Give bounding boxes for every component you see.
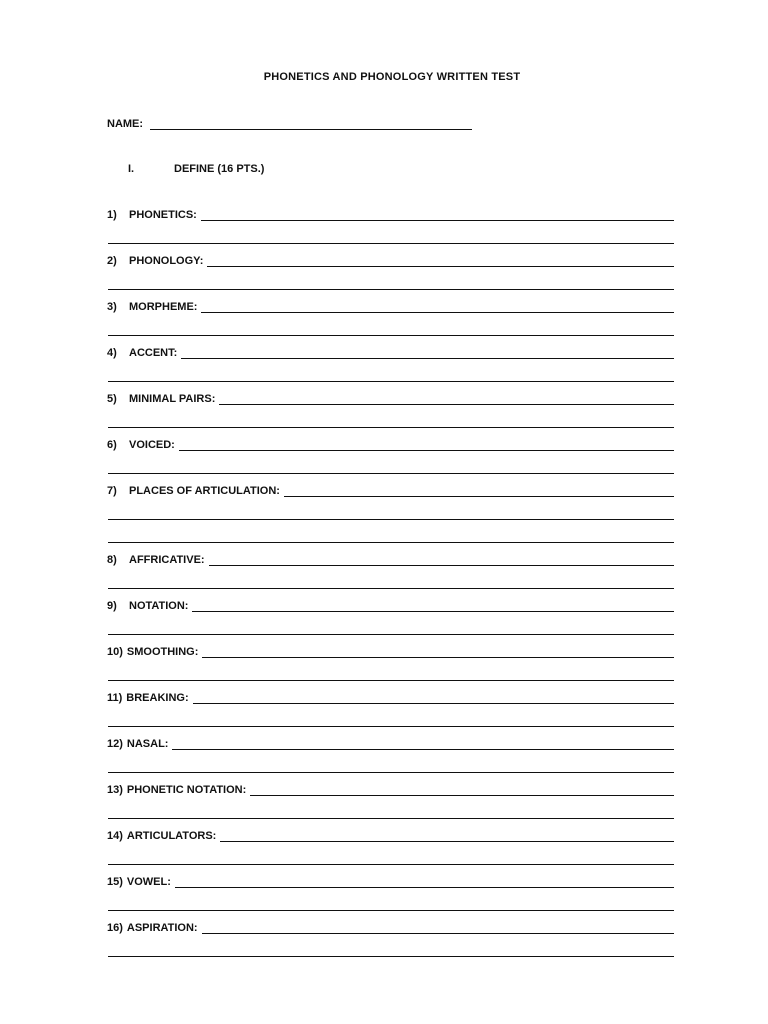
item-term: NASAL: (126, 738, 169, 750)
answer-line[interactable] (202, 657, 674, 658)
definition-label (107, 646, 198, 658)
definition-label (107, 692, 189, 704)
definition-label (107, 876, 171, 888)
item-number: 16) (107, 922, 123, 934)
answer-line[interactable] (108, 519, 674, 520)
definition-label (107, 301, 197, 313)
item-term: PHONOLOGY: (129, 255, 204, 267)
item-term: ACCENT: (129, 347, 178, 359)
definition-label (107, 255, 203, 267)
answer-line[interactable] (209, 565, 674, 566)
item-number: 11) (107, 692, 123, 704)
item-number: 10) (107, 646, 123, 658)
name-label: NAME: (107, 118, 144, 130)
definition-label (107, 738, 168, 750)
answer-line[interactable] (108, 910, 674, 911)
answer-line[interactable] (192, 611, 674, 612)
item-term: AFFRICATIVE: (129, 554, 205, 566)
definition-label (107, 600, 188, 612)
name-answer-line[interactable] (150, 129, 472, 130)
answer-line[interactable] (108, 289, 674, 290)
item-number: 8) (107, 554, 117, 566)
answer-line[interactable] (108, 427, 674, 428)
item-term: VOWEL: (126, 876, 171, 888)
item-term: SMOOTHING: (126, 646, 199, 658)
item-term: ASPIRATION: (126, 922, 198, 934)
answer-line[interactable] (108, 335, 674, 336)
page-title: PHONETICS AND PHONOLOGY WRITTEN TEST (263, 71, 521, 83)
answer-line[interactable] (108, 381, 674, 382)
answer-line[interactable] (108, 588, 674, 589)
definition-label (107, 784, 246, 796)
answer-line[interactable] (201, 220, 674, 221)
item-term: PHONETIC NOTATION: (126, 784, 247, 796)
item-number: 7) (107, 485, 117, 497)
answer-line[interactable] (108, 726, 674, 727)
definition-label (107, 209, 197, 221)
item-number: 15) (107, 876, 123, 888)
answer-line[interactable] (108, 473, 674, 474)
definition-label (107, 830, 216, 842)
answer-line[interactable] (108, 680, 674, 681)
answer-line[interactable] (284, 496, 674, 497)
item-number: 9) (107, 600, 117, 612)
item-number: 13) (107, 784, 123, 796)
answer-line[interactable] (108, 864, 674, 865)
section-number: I. (128, 163, 135, 175)
answer-line[interactable] (207, 266, 674, 267)
answer-line[interactable] (201, 312, 674, 313)
item-term: PLACES OF ARTICULATION: (129, 485, 280, 497)
item-number: 4) (107, 347, 117, 359)
section-heading (128, 163, 264, 175)
definition-label (107, 347, 177, 359)
item-number: 2) (107, 255, 117, 267)
definition-label (107, 439, 175, 451)
item-term: VOICED: (129, 439, 175, 451)
item-term: MINIMAL PAIRS: (129, 393, 216, 405)
item-number: 12) (107, 738, 123, 750)
item-term: BREAKING: (126, 692, 189, 704)
answer-line[interactable] (108, 818, 674, 819)
answer-line[interactable] (179, 450, 674, 451)
answer-line[interactable] (108, 634, 674, 635)
answer-line[interactable] (108, 956, 674, 957)
definition-label (107, 554, 205, 566)
definition-label (107, 393, 215, 405)
item-term: ARTICULATORS: (126, 830, 217, 842)
item-number: 6) (107, 439, 117, 451)
answer-line[interactable] (175, 887, 674, 888)
answer-line[interactable] (193, 703, 674, 704)
answer-line[interactable] (250, 795, 674, 796)
item-number: 14) (107, 830, 123, 842)
item-term: MORPHEME: (129, 301, 198, 313)
answer-line[interactable] (202, 933, 674, 934)
answer-line[interactable] (172, 749, 674, 750)
answer-line[interactable] (108, 243, 674, 244)
item-term: PHONETICS: (129, 209, 197, 221)
item-term: NOTATION: (129, 600, 189, 612)
answer-line[interactable] (108, 772, 674, 773)
item-number: 5) (107, 393, 117, 405)
answer-line[interactable] (220, 841, 674, 842)
definition-label (107, 922, 198, 934)
definition-label (107, 485, 280, 497)
item-number: 1) (107, 209, 117, 221)
answer-line[interactable] (108, 542, 674, 543)
answer-line[interactable] (181, 358, 674, 359)
answer-line[interactable] (219, 404, 674, 405)
section-label: DEFINE (16 PTS.) (174, 163, 265, 175)
item-number: 3) (107, 301, 117, 313)
